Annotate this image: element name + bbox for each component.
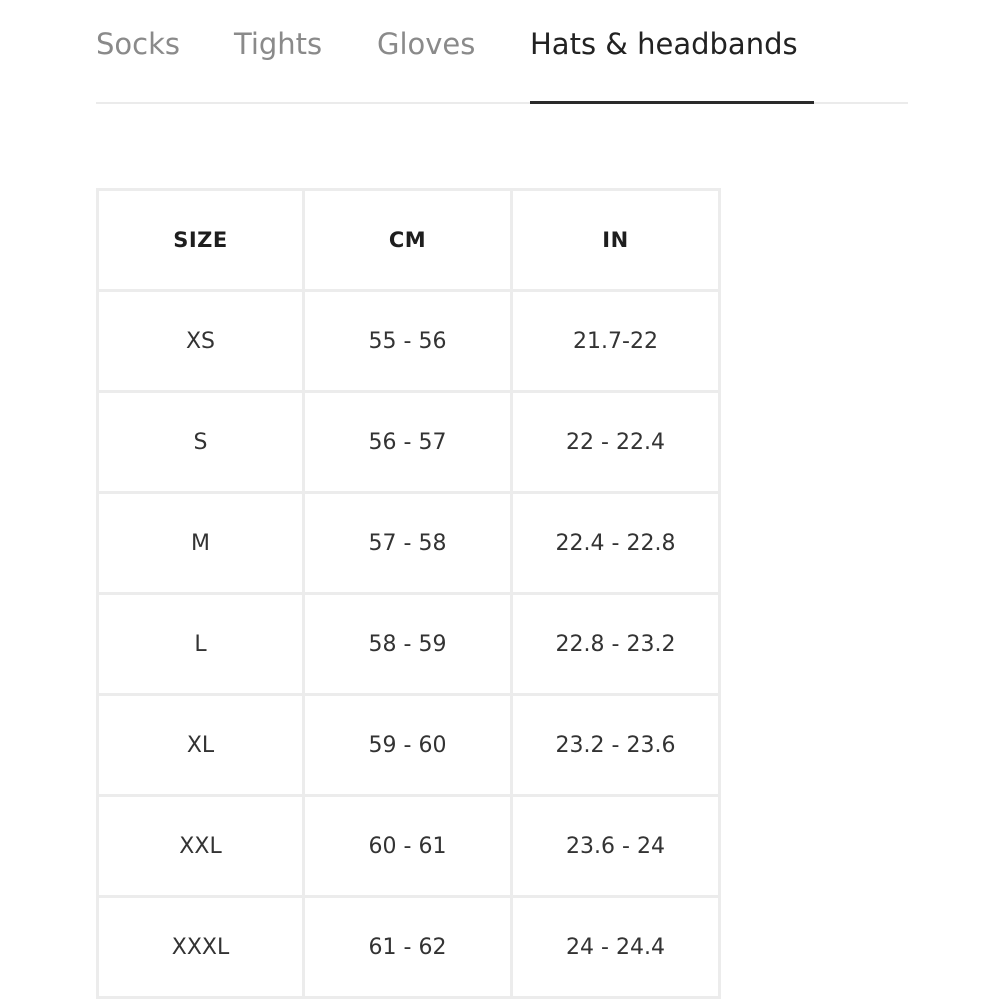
cm-cell: 58 - 59 (304, 594, 512, 695)
column-header-cm: CM (304, 190, 512, 291)
size-cell: M (98, 493, 304, 594)
size-cell: L (98, 594, 304, 695)
in-cell: 22 - 22.4 (512, 392, 720, 493)
size-cell: S (98, 392, 304, 493)
in-cell: 22.4 - 22.8 (512, 493, 720, 594)
cm-cell: 57 - 58 (304, 493, 512, 594)
table-row (98, 897, 720, 998)
table-row (98, 493, 720, 594)
table-row (98, 695, 720, 796)
column-header-size: SIZE (98, 190, 304, 291)
size-chart-table (96, 188, 721, 999)
in-cell: 23.6 - 24 (512, 796, 720, 897)
size-cell: XS (98, 291, 304, 392)
cm-cell: 61 - 62 (304, 897, 512, 998)
category-tabs (96, 0, 908, 104)
table-row (98, 392, 720, 493)
column-header-in: IN (512, 190, 720, 291)
tab-hats-headbands[interactable]: Hats & headbands (530, 24, 814, 104)
in-cell: 22.8 - 23.2 (512, 594, 720, 695)
in-cell: 23.2 - 23.6 (512, 695, 720, 796)
cm-cell: 56 - 57 (304, 392, 512, 493)
size-cell: XL (98, 695, 304, 796)
table-row (98, 796, 720, 897)
tab-tights[interactable]: Tights (234, 27, 323, 61)
in-cell: 24 - 24.4 (512, 897, 720, 998)
table-header-row (98, 190, 720, 291)
size-cell: XXL (98, 796, 304, 897)
table-row (98, 291, 720, 392)
cm-cell: 55 - 56 (304, 291, 512, 392)
table-row (98, 594, 720, 695)
tab-socks[interactable]: Socks (96, 27, 180, 61)
cm-cell: 60 - 61 (304, 796, 512, 897)
cm-cell: 59 - 60 (304, 695, 512, 796)
size-cell: XXXL (98, 897, 304, 998)
tab-gloves[interactable]: Gloves (377, 27, 476, 61)
in-cell: 21.7-22 (512, 291, 720, 392)
